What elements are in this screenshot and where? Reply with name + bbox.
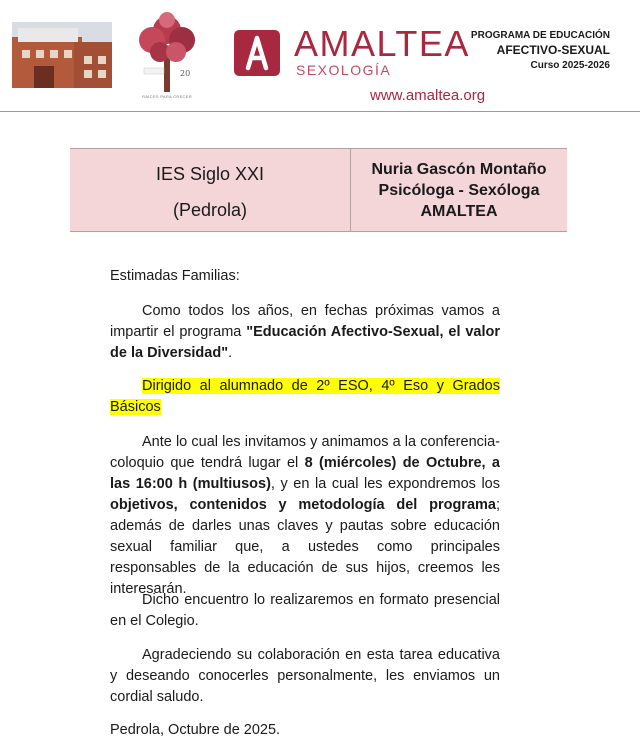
paragraph-thanks: Agradeciendo su colaboración en esta tarea educativa y deseando conocerles personalmente, les enviamos un cordial saludo.	[110, 647, 500, 705]
svg-text:20: 20	[180, 69, 191, 78]
school-name: IES Siglo XXI	[155, 164, 265, 184]
presenter-org: AMALTEA	[420, 203, 498, 220]
event-datetime: 8 (miércoles) de Octubre, a las 16:00 h (multiusos)	[110, 455, 500, 492]
p3-text-c: , y en la cual les expondremos los	[270, 476, 501, 492]
paragraph-format: Dicho encuentro lo realizaremos en formato presencial en el Colegio.	[110, 592, 500, 629]
info-table	[70, 148, 567, 232]
tree-logo-caption: RAÍCES PARA CRECER	[142, 94, 192, 99]
school-cell	[70, 149, 350, 231]
program-title-line1: PROGRAMA DE EDUCACIÓN	[470, 30, 610, 41]
event-topics: objetivos, contenidos y metodología del programa	[110, 497, 496, 513]
paragraph-invitation	[110, 432, 500, 600]
brand-name: AMALTEA	[294, 23, 470, 64]
audience-highlight: Dirigido al alumnado de 2º ESO, 4º Eso y Grados Básicos	[110, 378, 500, 415]
school-building-photo	[12, 22, 112, 88]
school-town: (Pedrola)	[172, 200, 248, 220]
program-info	[471, 28, 610, 73]
program-title-line2: AFECTIVO-SEXUAL	[496, 43, 610, 57]
p3-text-e: ; además de darles unas claves y pautas sobre educación sexual familiar que, a ustedes como principales responsables de la educación de sus hijos, creemos les interesarán.	[110, 497, 500, 597]
program-course-year: Curso 2025-2026	[530, 60, 610, 71]
p1-text: Como todos los años, en fechas próximas vamos a impartir el programa	[110, 303, 500, 340]
letter-header	[0, 0, 640, 112]
presenter-name: Nuria Gascón Montaño	[371, 161, 547, 178]
header-divider	[0, 111, 640, 112]
p3-text-a: Ante lo cual les invitamos y animamos a la conferencia-coloquio que tendrá lugar el	[110, 434, 500, 471]
tree-logo-icon	[130, 10, 204, 100]
letter-closing: Pedrola, Octubre de 2025.	[110, 722, 281, 738]
amaltea-logo-icon	[232, 26, 282, 80]
presenter-cell	[351, 159, 567, 222]
paragraph-program	[110, 301, 500, 364]
letter-greeting: Estimadas Familias:	[110, 268, 240, 284]
website-link[interactable]: www.amaltea.org	[370, 87, 486, 104]
brand-subtitle: SEXOLOGÍA	[296, 62, 392, 78]
program-title: "Educación Afectivo-Sexual, el valor de la Diversidad"	[110, 324, 501, 361]
p1-end: .	[228, 345, 233, 361]
paragraph-audience	[110, 376, 500, 418]
presenter-role: Psicóloga - Sexóloga	[378, 182, 540, 199]
